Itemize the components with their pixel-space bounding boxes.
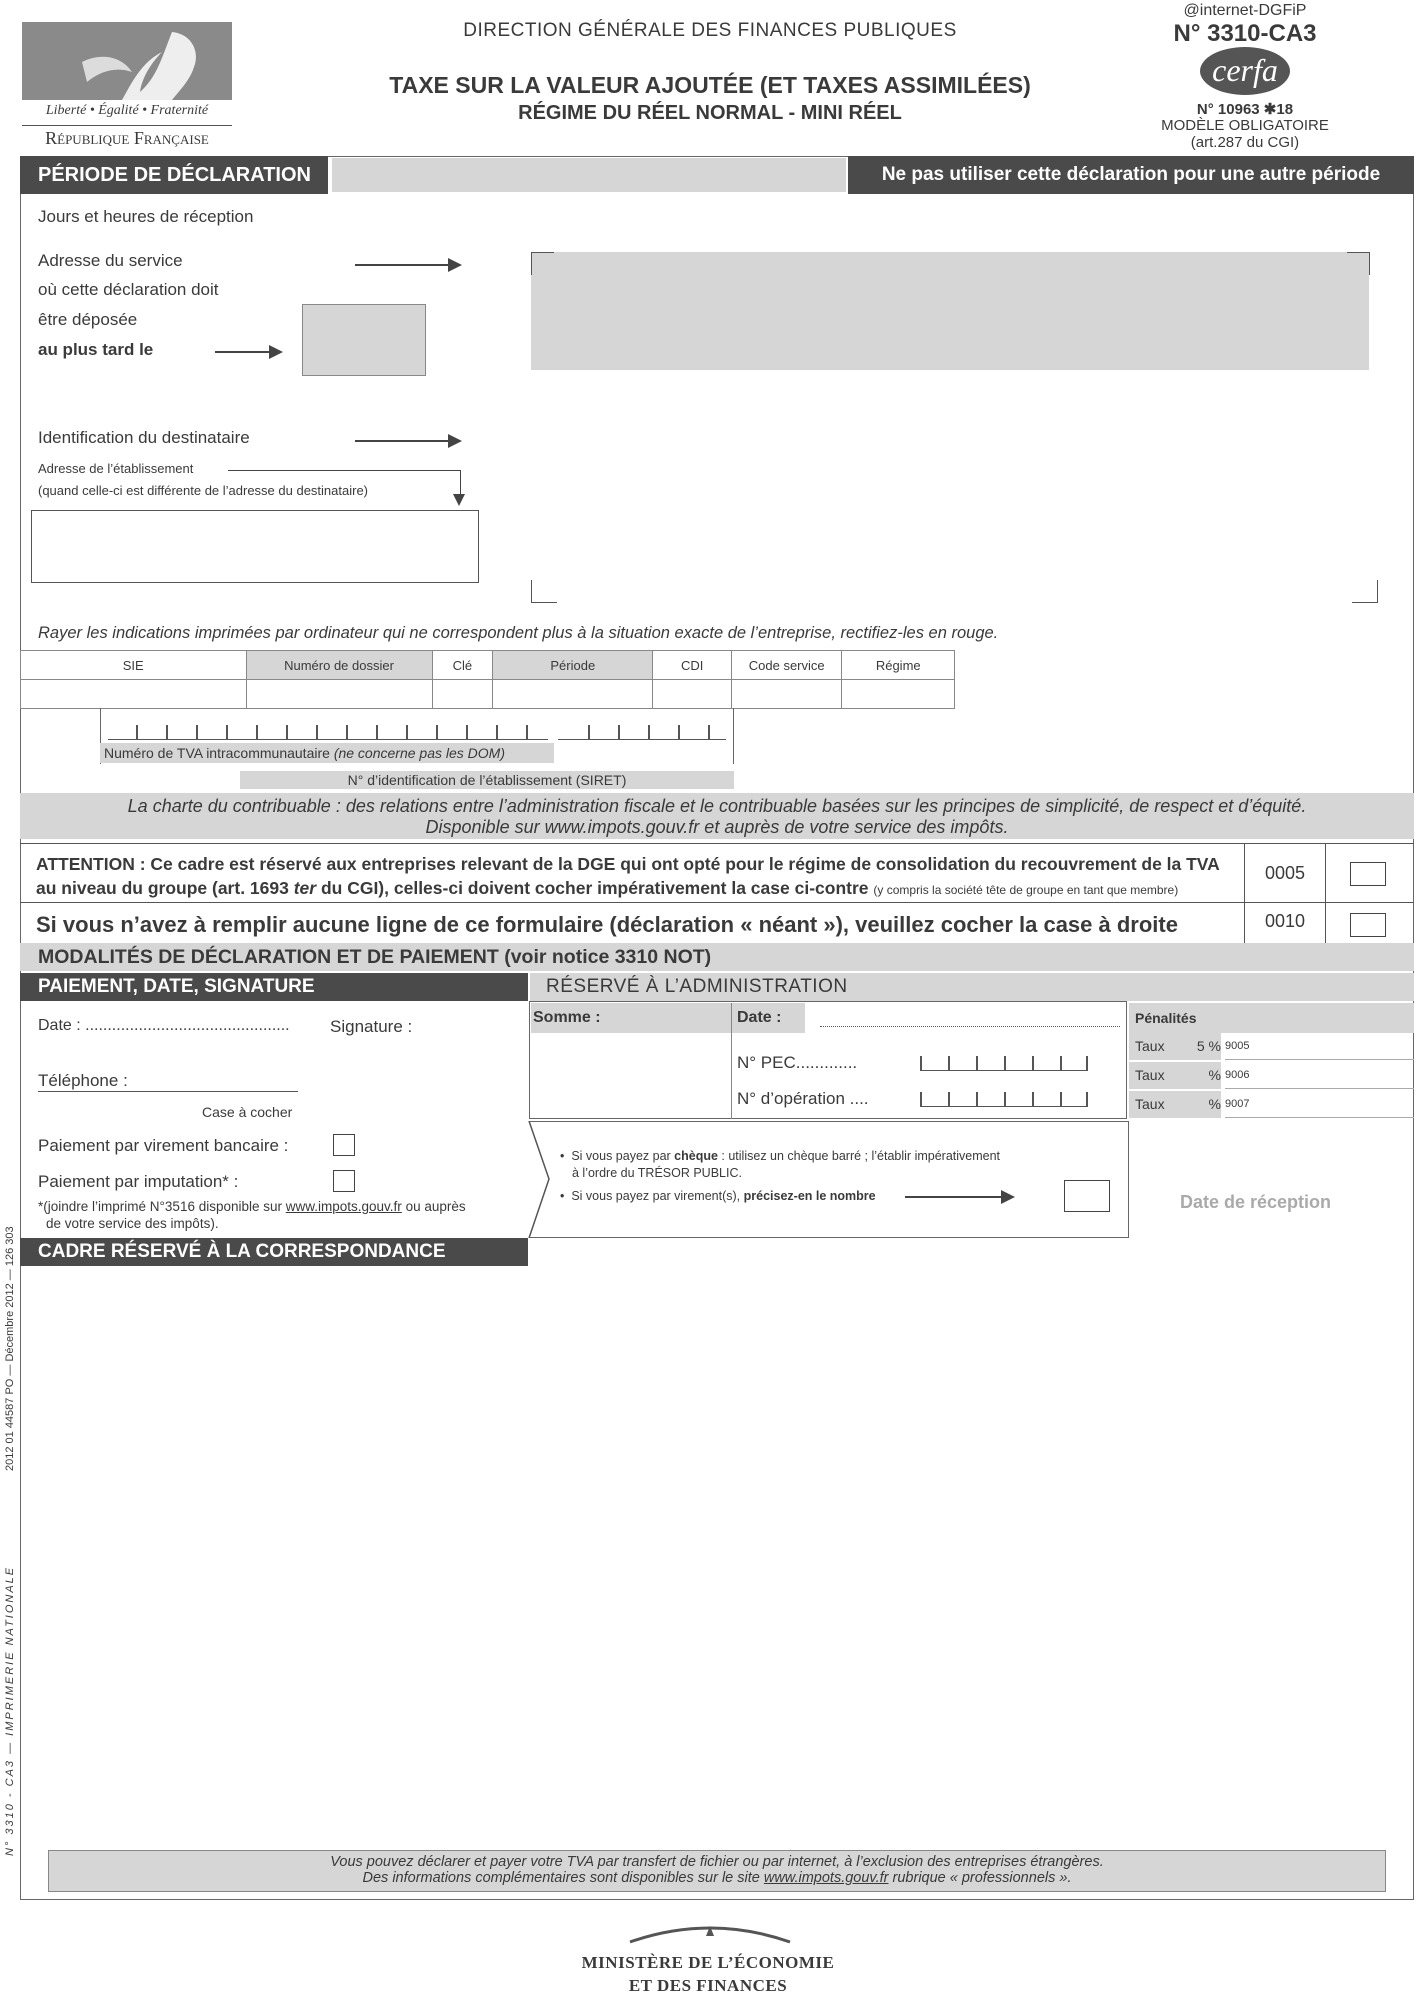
etab-arrow-line xyxy=(228,470,461,501)
date-reception: Date de réception xyxy=(1180,1192,1332,1212)
attention-line-2a: au niveau du groupe (art. 1693 xyxy=(36,878,294,898)
admin-date-field[interactable] xyxy=(820,1026,1120,1027)
cle-cell[interactable] xyxy=(432,680,493,709)
taux-label: Taux xyxy=(1129,1033,1221,1060)
paiement-date[interactable]: Date : .............................................. xyxy=(38,1017,290,1034)
tva-intra-label-text: Numéro de TVA intracommunautaire xyxy=(104,745,330,761)
corner-mark xyxy=(531,580,557,603)
neant-text: Si vous n’avez à remplir aucune ligne de ce formulaire (déclaration « néant »), veuillez cocher la case à droite xyxy=(36,912,1178,937)
siret-label xyxy=(240,771,734,789)
cheque-b: chèque xyxy=(674,1149,718,1163)
footer-line-1: Vous pouvez déclarer et payer votre TVA par transfert de fichier ou par internet, à l’exclusion des entreprises étrangères. xyxy=(330,1854,1104,1870)
table-header-periode: Période xyxy=(493,651,653,680)
imputation-label: Paiement par imputation* : xyxy=(38,1172,239,1191)
attention-line-2b: du CGI), celles-ci doivent cocher impérativement la case ci-contre xyxy=(316,878,869,898)
tva-intra-note: (ne concerne pas les DOM) xyxy=(333,745,505,761)
checkbox-0010[interactable] xyxy=(1350,913,1386,937)
modele-label: MODÈLE OBLIGATOIRE xyxy=(1161,117,1329,134)
cerfa-text: cerfa xyxy=(1212,52,1278,88)
penalites-row-1 xyxy=(1129,1033,1414,1062)
cheque-text-1 xyxy=(560,1149,1000,1163)
ministere-line-1: MINISTÈRE DE L’ÉCONOMIE xyxy=(581,1953,835,1972)
attention-small: (y compris la société tête de groupe en tant que membre) xyxy=(873,883,1179,897)
jours-label: Jours et heures de réception xyxy=(38,207,254,226)
virement-label: Paiement par virement bancaire : xyxy=(38,1136,289,1155)
charte-line-2: Disponible sur www.impots.gouv.fr et auprès de votre service des impôts. xyxy=(425,817,1009,837)
attention-ter: ter xyxy=(293,878,317,898)
taux-label: Taux xyxy=(1129,1062,1221,1089)
virement-count-box[interactable] xyxy=(1064,1180,1110,1212)
checkbox-imputation[interactable] xyxy=(333,1170,355,1192)
table-header-dossier: Numéro de dossier xyxy=(246,651,432,680)
chevron-right-icon xyxy=(527,1121,553,1238)
cdi-cell[interactable] xyxy=(653,680,732,709)
bullet-icon: • xyxy=(560,1149,572,1163)
sie-cell[interactable] xyxy=(21,680,247,709)
rayer-note: Rayer les indications imprimées par ordinateur qui ne correspondent plus à la situation exacte de l’entreprise, rectifiez-les en rouge. xyxy=(38,624,999,642)
paiement-signature[interactable]: Signature : xyxy=(330,1017,413,1036)
impots-link[interactable]: www.impots.gouv.fr xyxy=(285,1199,402,1214)
corner-mark xyxy=(1352,580,1378,603)
correspondance-header: CADRE RÉSERVÉ À LA CORRESPONDANCE xyxy=(20,1238,528,1266)
marianne-icon xyxy=(22,22,232,100)
penalites-row-2 xyxy=(1129,1062,1414,1091)
arrow-icon xyxy=(905,1196,1013,1198)
side-imprimerie: N° 3310 - CA3 — IMPRIMERIE NATIONALE xyxy=(4,1565,16,1856)
footer-line-2 xyxy=(49,1870,1385,1886)
cerfa-number: N° 10963 ✱18 xyxy=(1196,101,1294,118)
attention-line-1: ATTENTION : Ce cadre est réservé aux entreprises relevant de la DGE qui ont opté pour le régime de consolidation du recouvrement de la TVA xyxy=(36,854,1220,874)
paiement-header: PAIEMENT, DATE, SIGNATURE xyxy=(20,973,528,1001)
adresse-label-3: être déposée xyxy=(38,310,138,329)
table-header-code-service: Code service xyxy=(731,651,842,680)
imputation-note-2: de votre service des impôts). xyxy=(46,1216,219,1231)
bullet-icon: • xyxy=(560,1189,572,1203)
periode-cell[interactable] xyxy=(493,680,653,709)
adresse-label-2: où cette déclaration doit xyxy=(38,280,219,299)
motto: Liberté • Égalité • Fraternité xyxy=(45,103,209,118)
tva-intra-label xyxy=(100,743,554,763)
taux-code[interactable]: 9005 xyxy=(1225,1033,1414,1060)
taux-rate: % xyxy=(1208,1067,1221,1083)
regime-cell[interactable] xyxy=(842,680,955,709)
telephone-line[interactable] xyxy=(38,1091,298,1092)
cerfa-logo xyxy=(1200,47,1290,95)
cheque-a: Si vous payez par xyxy=(571,1149,675,1163)
adresse-label-1: Adresse du service xyxy=(38,251,183,270)
page-title: TAXE SUR LA VALEUR AJOUTÉE (ET TAXES ASSIMILÉES) xyxy=(389,72,1031,98)
checkbox-virement[interactable] xyxy=(333,1134,355,1156)
side-ref: 2012 01 44587 PO — Décembre 2012 — 126 303 xyxy=(4,1226,16,1471)
periode-warning: Ne pas utiliser cette déclaration pour une autre période xyxy=(848,156,1414,194)
tva-intra-input-end[interactable] xyxy=(558,722,726,740)
etab-label-2: (quand celle-ci est différente de l’adresse du destinataire) xyxy=(38,483,369,498)
etablissement-field[interactable] xyxy=(31,510,479,583)
form-number: N° 3310-CA3 xyxy=(1173,20,1317,47)
table-row xyxy=(21,680,955,709)
tva-intra-input[interactable] xyxy=(108,722,548,740)
cheque-text-2: à l’ordre du TRÉSOR PUBLIC. xyxy=(572,1166,742,1180)
note-text: *(joindre l’imprimé N°3516 disponible sur xyxy=(38,1199,286,1214)
footer-banner xyxy=(48,1850,1386,1892)
cheque-c: : utilisez un chèque barré ; l’établir impérativement xyxy=(717,1149,1001,1163)
correspondance-area[interactable] xyxy=(20,1266,1414,1846)
table-header-row xyxy=(21,651,955,680)
admin-vertical-line xyxy=(731,1003,732,1119)
internet-label: @internet-DGFiP xyxy=(1183,2,1307,19)
admin-somme-label: Somme : xyxy=(531,1003,733,1033)
identification-table xyxy=(20,650,955,709)
pec-input[interactable] xyxy=(920,1053,1088,1071)
admin-operation: N° d’opération .... xyxy=(737,1089,869,1108)
penalites-row-3 xyxy=(1129,1091,1414,1120)
modalites-header: MODALITÉS DE DÉCLARATION ET DE PAIEMENT (voir notice 3310 NOT) xyxy=(20,943,1414,971)
code-service-cell[interactable] xyxy=(731,680,842,709)
arrow-icon xyxy=(355,264,460,266)
identification-label: Identification du destinataire xyxy=(38,428,250,447)
virement-a: Si vous payez par virement(s), xyxy=(571,1189,744,1203)
article-label: (art.287 du CGI) xyxy=(1190,134,1300,151)
ministere-emblem-icon xyxy=(620,1920,800,1948)
periode-label: PÉRIODE DE DÉCLARATION xyxy=(20,156,328,194)
arrow-icon xyxy=(355,440,460,442)
code-0005: 0005 xyxy=(1244,843,1326,903)
virement-text xyxy=(560,1189,876,1203)
taux-rate: 5 % xyxy=(1196,1038,1221,1054)
marianne-logo xyxy=(22,22,232,100)
imputation-note-1 xyxy=(38,1199,466,1214)
republic: République Française xyxy=(22,125,232,149)
taux-code[interactable]: 9007 xyxy=(1225,1091,1414,1118)
periode-field[interactable] xyxy=(332,158,846,192)
adresse-service-field[interactable] xyxy=(531,252,1369,370)
dossier-cell[interactable] xyxy=(246,680,432,709)
admin-pec: N° PEC............. xyxy=(737,1053,858,1072)
corner-mark xyxy=(531,252,554,275)
taux-rate: % xyxy=(1208,1096,1221,1112)
paiement-telephone: Téléphone : xyxy=(38,1071,128,1090)
table-header-cle: Clé xyxy=(432,651,493,680)
checkbox-0005[interactable] xyxy=(1350,862,1386,886)
virement-b: précisez-en le nombre xyxy=(743,1189,876,1203)
charte-banner xyxy=(20,793,1414,839)
table-header-cdi: CDI xyxy=(653,651,732,680)
case-label: Case à cocher xyxy=(202,1104,293,1120)
date-limite-field[interactable] xyxy=(302,304,426,376)
attention-line-2 xyxy=(36,878,1178,899)
ministere-line-2: ET DES FINANCES xyxy=(628,1976,788,1995)
penalites-header: Pénalités xyxy=(1129,1003,1414,1033)
admin-date-label: Date : xyxy=(733,1003,805,1033)
code-0010: 0010 xyxy=(1244,903,1326,943)
note-text-b: ou auprès xyxy=(401,1199,466,1214)
chevron-down-icon xyxy=(453,494,465,506)
admin-header: RÉSERVÉ À L’ADMINISTRATION xyxy=(530,973,1414,1001)
table-header-regime: Régime xyxy=(842,651,955,680)
footer-line-2a: Des informations complémentaires sont disponibles sur le site xyxy=(362,1870,764,1886)
taux-label: Taux xyxy=(1129,1091,1221,1118)
page-subtitle: RÉGIME DU RÉEL NORMAL - MINI RÉEL xyxy=(518,102,902,124)
corner-mark xyxy=(1347,252,1370,275)
arrow-icon xyxy=(215,351,281,353)
table-header-sie: SIE xyxy=(21,651,247,680)
etab-label-1: Adresse de l’établissement xyxy=(38,461,194,476)
operation-input[interactable] xyxy=(920,1089,1088,1107)
siret-label-text: N° d’identification de l’établissement (SIRET) xyxy=(347,772,627,788)
taux-code[interactable]: 9006 xyxy=(1225,1062,1414,1089)
impots-link[interactable]: www.impots.gouv.fr xyxy=(763,1870,889,1886)
footer-line-2b: rubrique « professionnels ». xyxy=(888,1870,1072,1886)
plus-tard-label: au plus tard le xyxy=(38,340,154,359)
direction: DIRECTION GÉNÉRALE DES FINANCES PUBLIQUES xyxy=(463,20,957,41)
charte-line-1: La charte du contribuable : des relations entre l’administration fiscale et le contribuable basées sur les principes de simplicité, de respect et d’équité. xyxy=(127,796,1307,816)
